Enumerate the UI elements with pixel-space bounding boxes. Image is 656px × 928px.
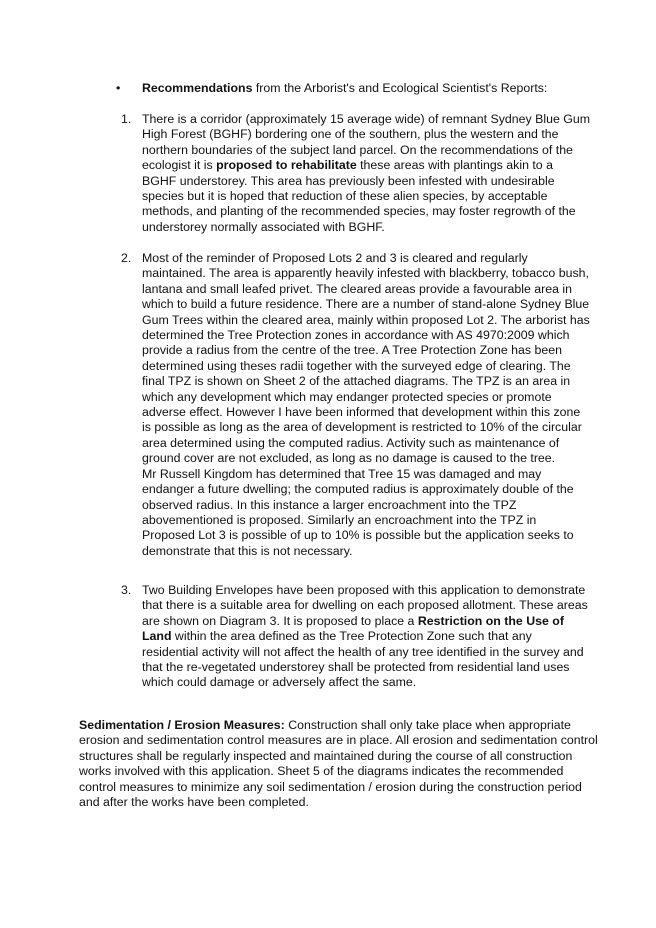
list-item-paragraph	[142, 583, 590, 691]
sedimentation-text: Construction shall only take place when appropriate erosion and sedimentation control measures are in place. All erosion and sedimentation control structures shall be regularly inspected and maintained during the course of all construction works involved with this application. Sheet 5 of the diagrams indicates the recommended control measures to minimize any soil sedimentation / erosion during the construction period and after the works have been completed.	[79, 718, 598, 810]
list-item-body	[142, 112, 590, 235]
list-item-body	[142, 251, 590, 559]
list-item-paragraph-2: Mr Russell Kingdom has determined that Tree 15 was damaged and may endanger a future dwelling; the computed radius is approximately double of the observed radius. In this instance a larger encroachment into the TPZ abovementioned is proposed. Similarly an encroachment into the TPZ in Proposed Lot 3 is possible of up to 10% is possible but the application seeks to demonstrate that this is not necessary.	[142, 466, 574, 558]
sedimentation-paragraph	[79, 718, 599, 810]
sedimentation-heading: Sedimentation / Erosion Measures:	[79, 718, 285, 732]
list-item-paragraph: Most of the reminder of Proposed Lots 2 and 3 is cleared and regularly maintained. The area is apparently heavily infested with blackberry, tobacco bush, lantana and small leafed privet. The cleared areas provide a favourable area in which to build a future residence. There are a number of stand-alone Sydney Blue Gum Trees within the cleared area, mainly within proposed Lot 2. The arborist has determined the Tree Protection zones in accordance with AS 4970:2009 which provide a radius from the centre of the tree. A Tree Protection Zone has been determined using theses radii together with the surveyed edge of clearing. The final TPZ is shown on Sheet 2 of the attached diagrams. The TPZ is an area in which any development which may endanger protected species or promote adverse effect. However I have been informed that development within this zone is possible as long as the area of development is restricted to 10% of the circular area determined using the computed radius. Activity such as maintenance of ground cover are not excluded, as long as no damage is caused to the tree.	[142, 251, 590, 466]
paragraph-text: There is a corridor (approximately 15 average wide) of remnant Sydney Blue Gum High Forest (BGHF) bordering one of the southern, plus the western and the northern boundaries of the subject land parcel. On the recommendations of the ecologist it is	[142, 112, 591, 173]
paragraph-bold-text: proposed to rehabilitate	[216, 158, 357, 173]
list-item-number: 3.	[121, 583, 132, 597]
list-item-number: 1.	[121, 112, 132, 126]
paragraph-text-rest: these areas with plantings akin to a BGHF understorey. This area has previously been infested with undesirable species but it is hoped that reduction of these alien species, by acceptable methods, and planting of the recommended species, may foster regrowth of the understorey normally associated with BGHF.	[142, 158, 576, 234]
paragraph-text-rest: within the area defined as the Tree Protection Zone such that any residential activity will not affect the health of any tree identified in the survey and that the re-vegetated understorey shall be protected from residential land uses which could damage or adversely affect the same.	[142, 629, 584, 690]
recommendations-heading-bold: Recommendations	[142, 81, 253, 95]
list-item-body	[142, 583, 590, 691]
list-item-paragraph	[142, 112, 590, 235]
paragraph-bold-text: Restriction on the Use of Land	[142, 613, 564, 644]
sedimentation-section	[79, 718, 599, 810]
recommendations-heading-text	[142, 81, 592, 96]
paragraph-text: Two Building Envelopes have been proposed with this application to demonstrate that there is a suitable area for dwelling on each proposed allotment. These areas are shown on Diagram 3. It is proposed to place a	[142, 583, 588, 628]
bullet-icon: •	[116, 81, 121, 95]
recommendations-heading-rest: from the Arborist's and Ecological Scientist's Reports:	[252, 81, 548, 95]
list-item-number: 2.	[121, 251, 132, 265]
